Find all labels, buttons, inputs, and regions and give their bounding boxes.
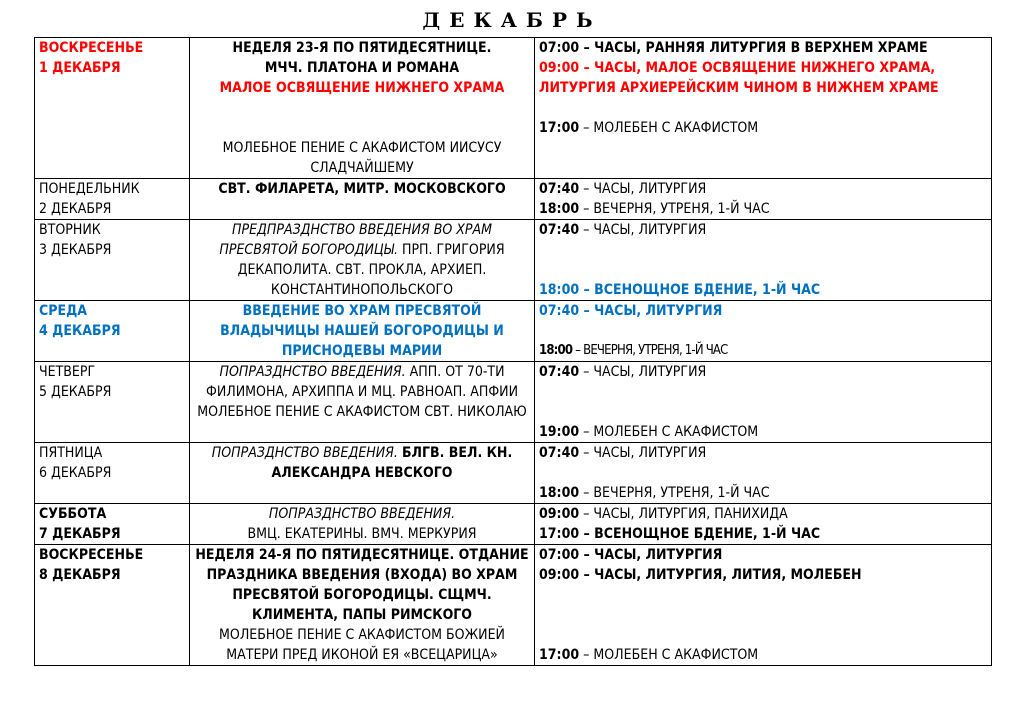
day-date: 6 ДЕКАБРЯ [39, 465, 112, 481]
service-time: 07:40 [539, 303, 580, 319]
service-text: ЧАСЫ, ЛИТУРГИЯ [594, 303, 723, 319]
day-date: 2 ДЕКАБРЯ [39, 201, 112, 217]
service-entry: 18:00 – ВЕЧЕРНЯ, УТРЕНЯ, 1-Й ЧАС [539, 485, 770, 501]
service-entry: 18:00 – ВЕЧЕРНЯ, УТРЕНЯ, 1-Й ЧАС [539, 343, 728, 358]
service-entry: 18:00 – ВЕЧЕРНЯ, УТРЕНЯ, 1-Й ЧАС [539, 201, 770, 217]
day-name: ЧЕТВЕРГ [39, 364, 96, 380]
feast-cell [190, 301, 535, 362]
feast-title: ВВЕДЕНИЕ ВО ХРАМ ПРЕСВЯТОЙ ВЛАДЫЧИЦЫ НАШЕЙ БОГОРОДИЦЫ И ПРИСНОДЕВЫ МАРИИ [220, 303, 504, 359]
service-text: МОЛЕБЕН С АКАФИСТОМ [593, 647, 759, 663]
service-text: ВСЕНОЩНОЕ БДЕНИЕ, 1-Й ЧАС [594, 526, 821, 542]
service-text: ЧАСЫ, ЛИТУРГИЯ, ПАНИХИДА [593, 506, 788, 522]
service-time: 07:00 [539, 40, 580, 56]
day-name: ПЯТНИЦА [39, 445, 103, 461]
table-row [35, 301, 992, 362]
feast-cell [190, 545, 535, 666]
day-cell [35, 179, 190, 220]
table-row [35, 443, 992, 504]
services-cell [535, 443, 992, 504]
day-cell [35, 38, 190, 179]
service-text: ЧАСЫ, ЛИТУРГИЯ [594, 547, 723, 563]
day-date: 7 ДЕКАБРЯ [39, 526, 121, 542]
feast-saints: АПП. ОТ 70-ТИ ФИЛИМОНА, АРХИППА И МЦ. РАВНОАП. АПФИИ [206, 364, 518, 400]
day-name: СРЕДА [39, 303, 88, 319]
service-text: ВЕЧЕРНЯ, УТРЕНЯ, 1-Й ЧАС [593, 485, 770, 501]
day-cell [35, 504, 190, 545]
service-entry: 09:00 – ЧАСЫ, МАЛОЕ ОСВЯЩЕНИЕ НИЖНЕГО ХРАМА, ЛИТУРГИЯ АРХИЕРЕЙСКИМ ЧИНОМ В НИЖНЕМ ХРАМЕ [539, 60, 939, 96]
services-cell [535, 504, 992, 545]
service-text: ЧАСЫ, ЛИТУРГИЯ [593, 364, 707, 380]
service-time: 17:00 [539, 647, 580, 663]
page-title: ДЕКАБРЬ [422, 8, 602, 32]
feast-cell [190, 220, 535, 301]
service-text: ЧАСЫ, ЛИТУРГИЯ [593, 181, 707, 197]
service-entry: 09:00 – ЧАСЫ, ЛИТУРГИЯ, ЛИТИЯ, МОЛЕБЕН [539, 567, 862, 583]
schedule-table [34, 37, 992, 666]
service-entry: 07:40 – ЧАСЫ, ЛИТУРГИЯ [539, 222, 707, 238]
services-cell [535, 545, 992, 666]
services-cell [535, 38, 992, 179]
day-name: ПОНЕДЕЛЬНИК [39, 181, 140, 197]
service-time: 18:00 [539, 343, 573, 358]
day-name: СУББОТА [39, 506, 107, 522]
service-time: 17:00 [539, 120, 580, 136]
services-cell [535, 179, 992, 220]
feast-akathist: МОЛЕБНОЕ ПЕНИЕ С АКАФИСТОМ СВТ. НИКОЛАЮ [197, 404, 527, 420]
service-text: МОЛЕБЕН С АКАФИСТОМ [593, 120, 759, 136]
service-text: ВСЕНОЩНОЕ БДЕНИЕ, 1-Й ЧАС [594, 282, 821, 298]
day-name: ВТОРНИК [39, 222, 101, 238]
table-row [35, 220, 992, 301]
day-cell [35, 443, 190, 504]
day-cell [35, 220, 190, 301]
services-cell [535, 362, 992, 443]
feast-cell [190, 362, 535, 443]
feast-cell [190, 38, 535, 179]
feast-cell [190, 179, 535, 220]
service-entry: 07:00 – ЧАСЫ, РАННЯЯ ЛИТУРГИЯ В ВЕРХНЕМ ХРАМЕ [539, 40, 928, 56]
service-time: 09:00 [539, 506, 580, 522]
day-date: 8 ДЕКАБРЯ [39, 567, 121, 583]
service-time: 09:00 [539, 567, 580, 583]
service-entry: 17:00 – ВСЕНОЩНОЕ БДЕНИЕ, 1-Й ЧАС [539, 526, 821, 542]
table-row [35, 362, 992, 443]
service-time: 07:40 [539, 181, 580, 197]
service-time: 07:40 [539, 222, 580, 238]
day-cell [35, 301, 190, 362]
services-cell [535, 220, 992, 301]
service-entry: 07:40 – ЧАСЫ, ЛИТУРГИЯ [539, 364, 707, 380]
service-entry: 17:00 – МОЛЕБЕН С АКАФИСТОМ [539, 120, 759, 136]
service-time: 07:40 [539, 364, 580, 380]
service-text: ЧАСЫ, ЛИТУРГИЯ, ЛИТИЯ, МОЛЕБЕН [594, 567, 862, 583]
service-text: ЧАСЫ, ЛИТУРГИЯ [593, 445, 707, 461]
service-time: 07:40 [539, 445, 580, 461]
feast-saints: БЛГВ. ВЕЛ. КН. АЛЕКСАНДРА НЕВСКОГО [271, 445, 513, 481]
feast-forefeast: ПРЕДПРАЗДНСТВО ВВЕДЕНИЯ ВО ХРАМ ПРЕСВЯТОЙ БОГОРОДИЦЫ. [219, 222, 492, 258]
day-cell [35, 545, 190, 666]
service-time: 07:00 [539, 547, 580, 563]
service-entry: 09:00 – ЧАСЫ, ЛИТУРГИЯ, ПАНИХИДА [539, 506, 788, 522]
day-date: 3 ДЕКАБРЯ [39, 242, 112, 258]
feast-cell [190, 443, 535, 504]
services-cell [535, 301, 992, 362]
service-time: 18:00 [539, 282, 580, 298]
feast-title: НЕДЕЛЯ 23-Я ПО ПЯТИДЕСЯТНИЦЕ. [232, 40, 492, 56]
service-text: ЧАСЫ, ЛИТУРГИЯ [593, 222, 707, 238]
service-text: МОЛЕБЕН С АКАФИСТОМ [593, 424, 759, 440]
service-time: 09:00 [539, 60, 580, 76]
table-row [35, 38, 992, 179]
service-text: ЧАСЫ, РАННЯЯ ЛИТУРГИЯ В ВЕРХНЕМ ХРАМЕ [594, 40, 928, 56]
day-cell [35, 362, 190, 443]
service-entry: 17:00 – МОЛЕБЕН С АКАФИСТОМ [539, 647, 759, 663]
feast-saints: МЧЧ. ПЛАТОНА И РОМАНА [264, 60, 460, 76]
table-row [35, 179, 992, 220]
day-name: ВОСКРЕСЕНЬЕ [39, 40, 144, 56]
feast-afterfeast: ПОПРАЗДНСТВО ВВЕДЕНИЯ. [219, 364, 406, 380]
service-entry: 07:00 – ЧАСЫ, ЛИТУРГИЯ [539, 547, 723, 563]
feast-saints: ВМЦ. ЕКАТЕРИНЫ. ВМЧ. МЕРКУРИЯ [247, 526, 477, 542]
day-date: 4 ДЕКАБРЯ [39, 323, 121, 339]
feast-title: НЕДЕЛЯ 24-Я ПО ПЯТИДЕСЯТНИЦЕ. ОТДАНИЕ ПРАЗДНИКА ВВЕДЕНИЯ (ВХОДА) ВО ХРАМ ПРЕСВЯТОЙ БОГОРОДИЦЫ. СЩМЧ. КЛИМЕНТА, ПАПЫ РИМСКОГО [195, 547, 529, 623]
feast-afterfeast: ПОПРАЗДНСТВО ВВЕДЕНИЯ. [211, 445, 398, 461]
service-time: 18:00 [539, 201, 580, 217]
service-entry: 18:00 – ВСЕНОЩНОЕ БДЕНИЕ, 1-Й ЧАС [539, 282, 821, 298]
service-text: ЧАСЫ, МАЛОЕ ОСВЯЩЕНИЕ НИЖНЕГО ХРАМА, ЛИТУРГИЯ АРХИЕРЕЙСКИМ ЧИНОМ В НИЖНЕМ ХРАМЕ [539, 60, 939, 96]
service-text: ВЕЧЕРНЯ, УТРЕНЯ, 1-Й ЧАС [583, 343, 728, 358]
service-time: 19:00 [539, 424, 580, 440]
feast-akathist: МОЛЕБНОЕ ПЕНИЕ С АКАФИСТОМ БОЖИЕЙ МАТЕРИ ПРЕД ИКОНОЙ ЕЯ «ВСЕЦАРИЦА» [219, 627, 505, 663]
table-row [35, 504, 992, 545]
service-entry: 07:40 – ЧАСЫ, ЛИТУРГИЯ [539, 181, 707, 197]
feast-saints: ПРП. ГРИГОРИЯ ДЕКАПОЛИТА. СВТ. ПРОКЛА, АРХИЕП. КОНСТАНТИНОПОЛЬСКОГО [237, 242, 505, 298]
service-time: 18:00 [539, 485, 580, 501]
day-date: 1 ДЕКАБРЯ [39, 60, 121, 76]
feast-note: МАЛОЕ ОСВЯЩЕНИЕ НИЖНЕГО ХРАМА [219, 80, 505, 96]
service-entry: 19:00 – МОЛЕБЕН С АКАФИСТОМ [539, 424, 759, 440]
feast-cell [190, 504, 535, 545]
day-name: ВОСКРЕСЕНЬЕ [39, 547, 144, 563]
feast-title: СВТ. ФИЛАРЕТА, МИТР. МОСКОВСКОГО [218, 181, 506, 197]
feast-afterfeast: ПОПРАЗДНСТВО ВВЕДЕНИЯ. [268, 506, 456, 522]
day-date: 5 ДЕКАБРЯ [39, 384, 112, 400]
service-text: ВЕЧЕРНЯ, УТРЕНЯ, 1-Й ЧАС [593, 201, 770, 217]
service-entry: 07:40 – ЧАСЫ, ЛИТУРГИЯ [539, 445, 707, 461]
feast-akathist: МОЛЕБНОЕ ПЕНИЕ С АКАФИСТОМ ИИСУСУ СЛАДЧАЙШЕМУ [222, 140, 502, 176]
service-time: 17:00 [539, 526, 580, 542]
service-entry: 07:40 – ЧАСЫ, ЛИТУРГИЯ [539, 303, 723, 319]
table-row [35, 545, 992, 666]
